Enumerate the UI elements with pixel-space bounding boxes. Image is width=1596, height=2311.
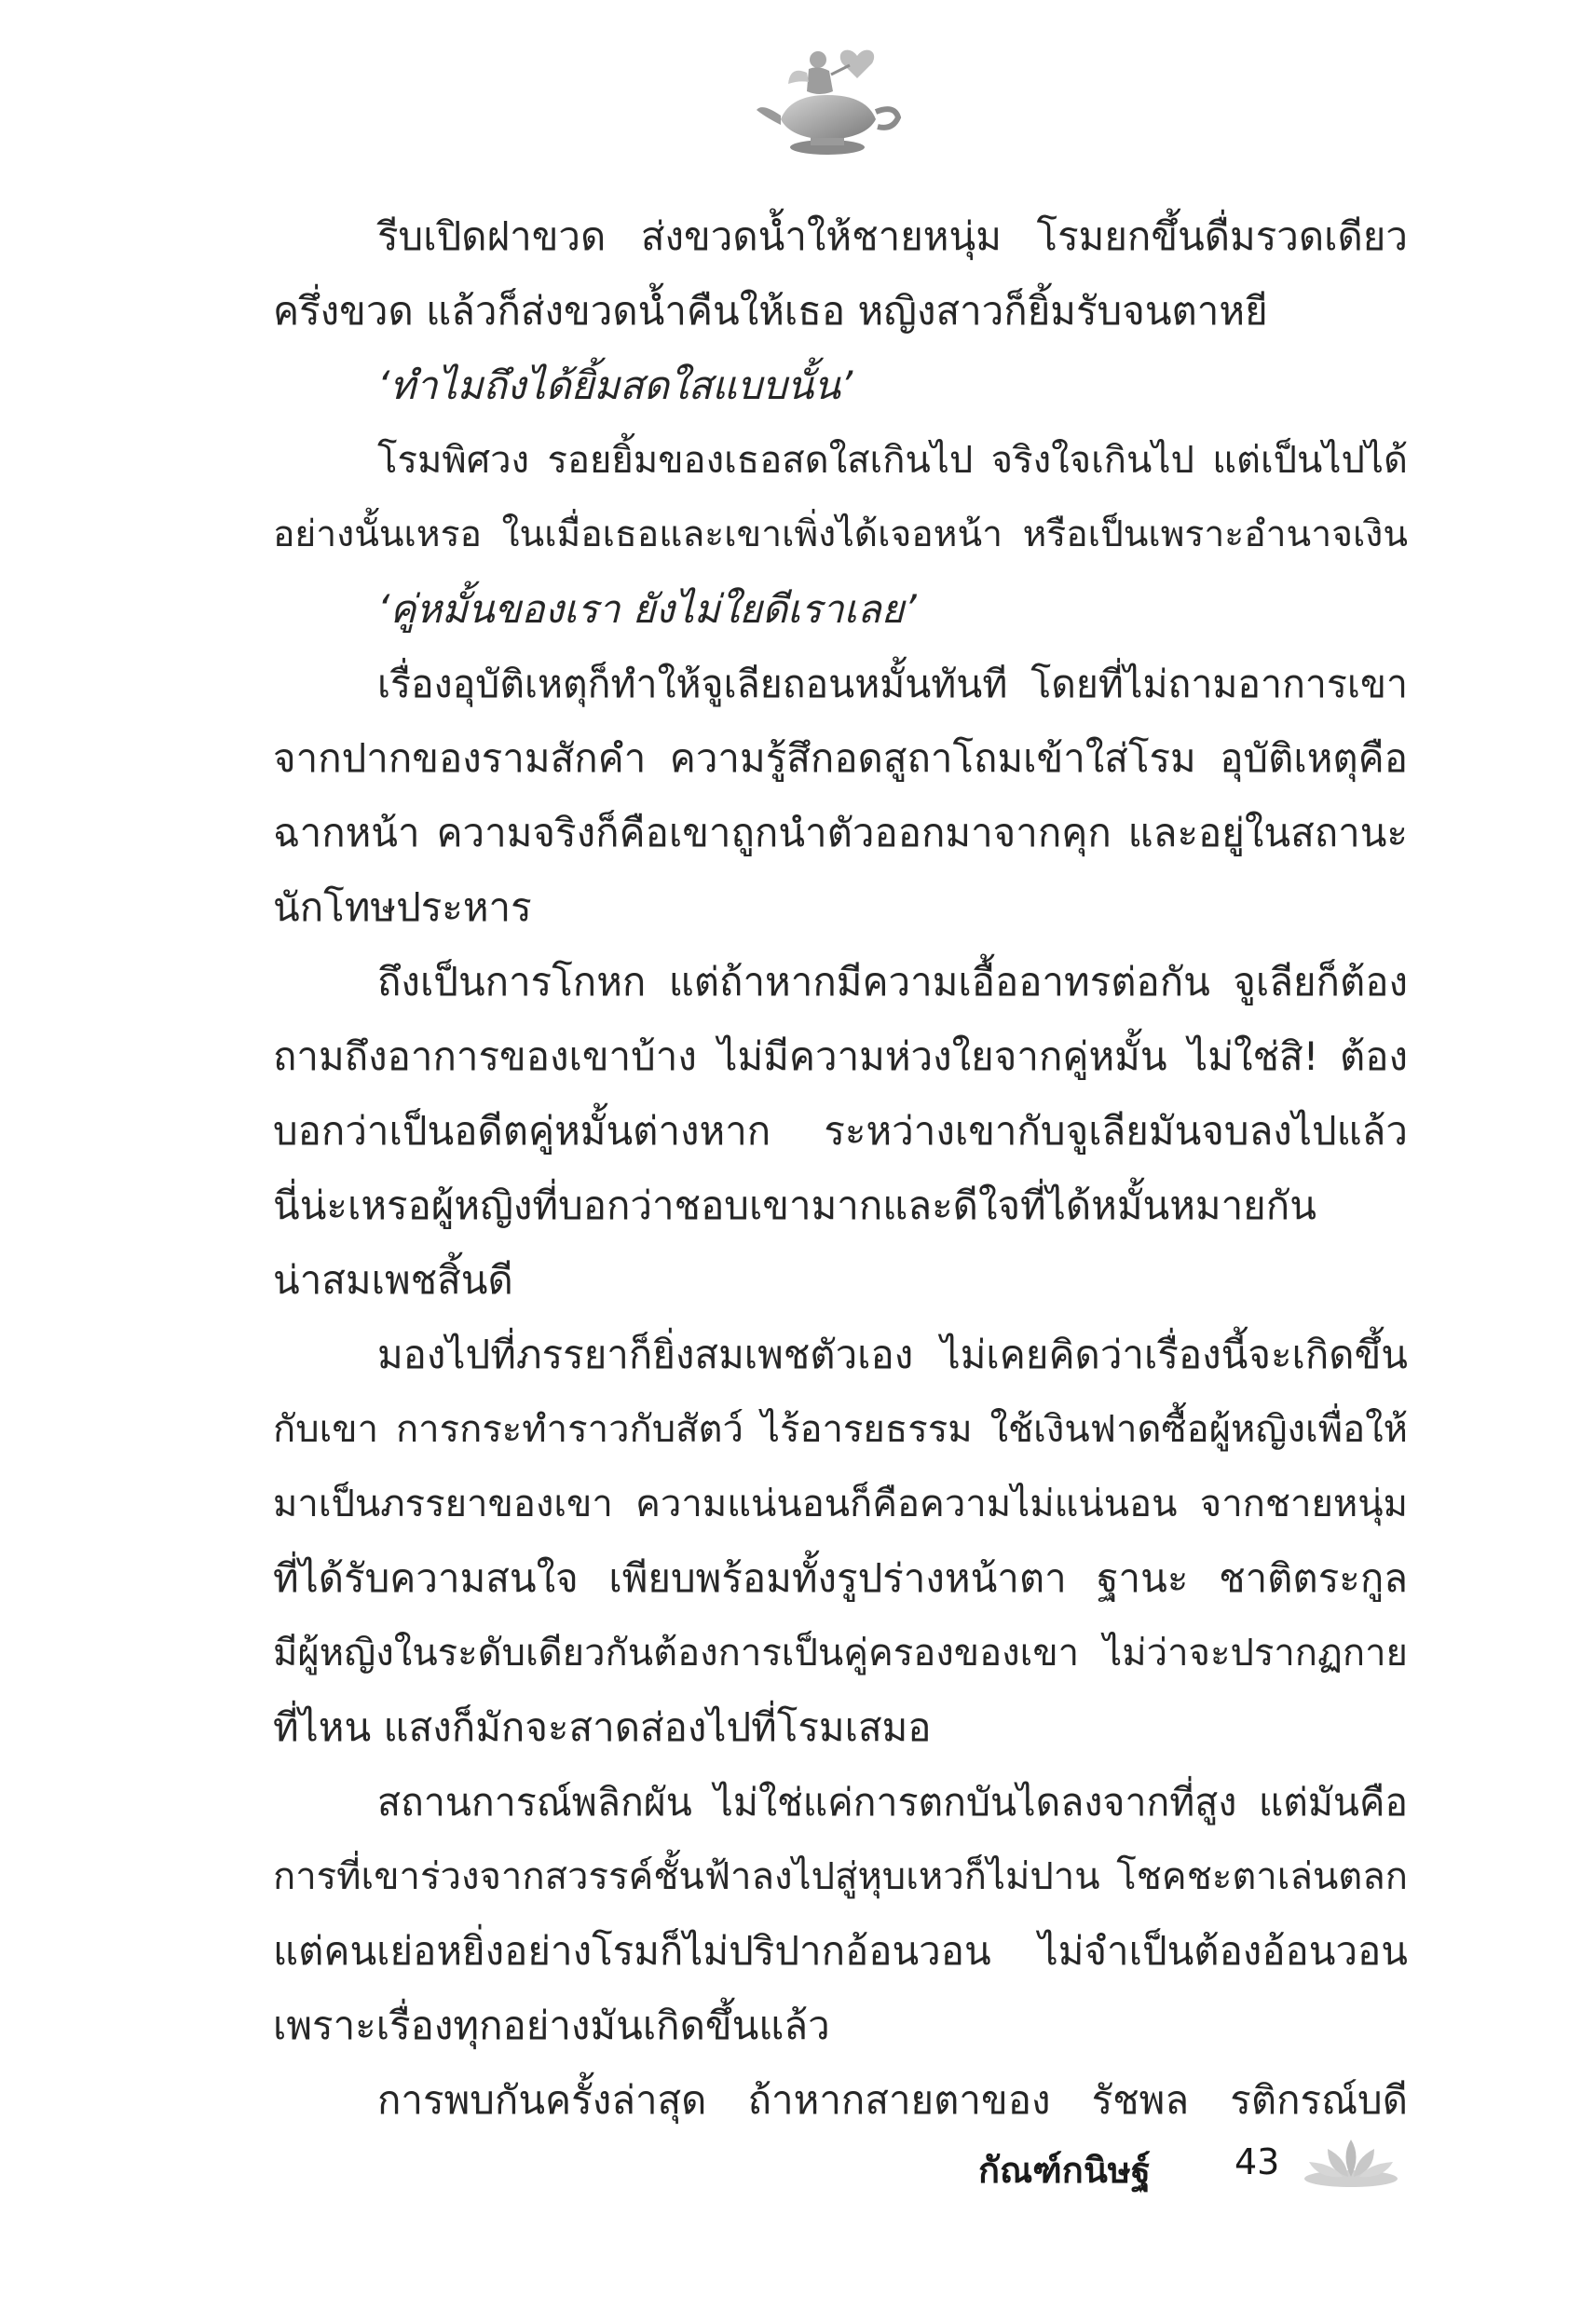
text-line: โรมพิศวง รอยยิ้มของเธอสดใสเกินไป จริงใจเกินไป แต่เป็นไปได้	[377, 439, 1408, 482]
text-line: เรื่องอุบัติเหตุก็ทำให้จูเลียถอนหมั้นทันที โดยที่ไม่ถามอาการเขา	[377, 662, 1408, 706]
text-line: น่าสมเพชสิ้นดี	[273, 1257, 513, 1303]
text-line: ‘คู่หมั้นของเรา ยังไม่ใยดีเราเลย’	[377, 586, 917, 632]
body-text	[273, 199, 1408, 2138]
text-line: การพบกันครั้งล่าสุด ถ้าหากสายตาของ รัชพล รติกรณ์บดี	[377, 2077, 1408, 2123]
lotus-icon	[1300, 2134, 1402, 2190]
text-line: ครึ่งขวด แล้วก็ส่งขวดน้ำคืนให้เธอ หญิงสาวก็ยิ้มรับจนตาหยี	[273, 288, 1268, 334]
teapot-cupid-icon	[753, 37, 902, 163]
text-line: มาเป็นภรรยาของเขา ความแน่นอนก็คือความไม่แน่นอน จากชายหนุ่ม	[273, 1483, 1408, 1525]
text-line: กับเขา การกระทำราวกับสัตว์ ไร้อารยธรรม ใช้เงินฟาดซื้อผู้หญิงเพื่อให้	[273, 1408, 1408, 1451]
text-line: อย่างนั้นเหรอ ในเมื่อเธอและเขาเพิ่งได้เจอหน้า หรือเป็นเพราะอำนาจเงิน	[273, 513, 1408, 555]
book-title: กัณฑ์กนิษฐ์	[978, 2150, 1151, 2191]
page-number: 43	[1235, 2141, 1280, 2182]
text-line: ฉากหน้า ความจริงก็คือเขาถูกนำตัวออกมาจากคุก และอยู่ในสถานะ	[273, 810, 1408, 855]
page-footer	[978, 2134, 1416, 2190]
text-line: นักโทษประหาร	[273, 884, 532, 930]
text-line: จากปากของรามสักคำ ความรู้สึกอดสูถาโถมเข้าใส่โรม อุบัติเหตุคือ	[273, 735, 1408, 781]
text-line: ถึงเป็นการโกหก แต่ถ้าหากมีความเอื้ออาทรต่อกัน จูเลียก็ต้อง	[377, 959, 1408, 1005]
text-line: สถานการณ์พลิกผัน ไม่ใช่แค่การตกบันไดลงจากที่สูง แต่มันคือ	[377, 1780, 1408, 1825]
text-line: บอกว่าเป็นอดีตคู่หมั้นต่างหาก ระหว่างเขากับจูเลียมันจบลงไปแล้ว	[273, 1108, 1408, 1154]
text-line: นี่น่ะเหรอผู้หญิงที่บอกว่าชอบเขามากและดีใจที่ได้หมั้นหมายกัน	[273, 1183, 1316, 1228]
text-line: ถามถึงอาการของเขาบ้าง ไม่มีความห่วงใยจากคู่หมั้น ไม่ใช่สิ! ต้อง	[273, 1033, 1408, 1079]
text-line: รีบเปิดฝาขวด ส่งขวดน้ำให้ชายหนุ่ม โรมยกขึ้นดื่มรวดเดียว	[377, 213, 1408, 259]
text-line: มีผู้หญิงในระดับเดียวกันต้องการเป็นคู่ครองของเขา ไม่ว่าจะปรากฏกาย	[273, 1632, 1408, 1675]
text-line: เพราะเรื่องทุกอย่างมันเกิดขึ้นแล้ว	[273, 2003, 830, 2048]
text-line: ‘ทำไมถึงได้ยิ้มสดใสแบบนั้น’	[377, 362, 853, 408]
text-line: มองไปที่ภรรยาก็ยิ่งสมเพชตัวเอง ไม่เคยคิดว่าเรื่องนี้จะเกิดขึ้น	[377, 1332, 1408, 1377]
text-line: ที่ไหน แสงก็มักจะสาดส่องไปที่โรมเสมอ	[273, 1704, 932, 1750]
text-line: แต่คนเย่อหยิ่งอย่างโรมก็ไม่ปริปากอ้อนวอน ไม่จำเป็นต้องอ้อนวอน	[273, 1928, 1408, 1974]
text-line: ที่ได้รับความสนใจ เพียบพร้อมทั้งรูปร่างหน้าตา ฐานะ ชาติตระกูล	[273, 1555, 1408, 1601]
text-line: การที่เขาร่วงจากสวรรค์ชั้นฟ้าลงไปสู่หุบเหวก็ไม่ปาน โชคชะตาเล่นตลก	[273, 1855, 1408, 1898]
